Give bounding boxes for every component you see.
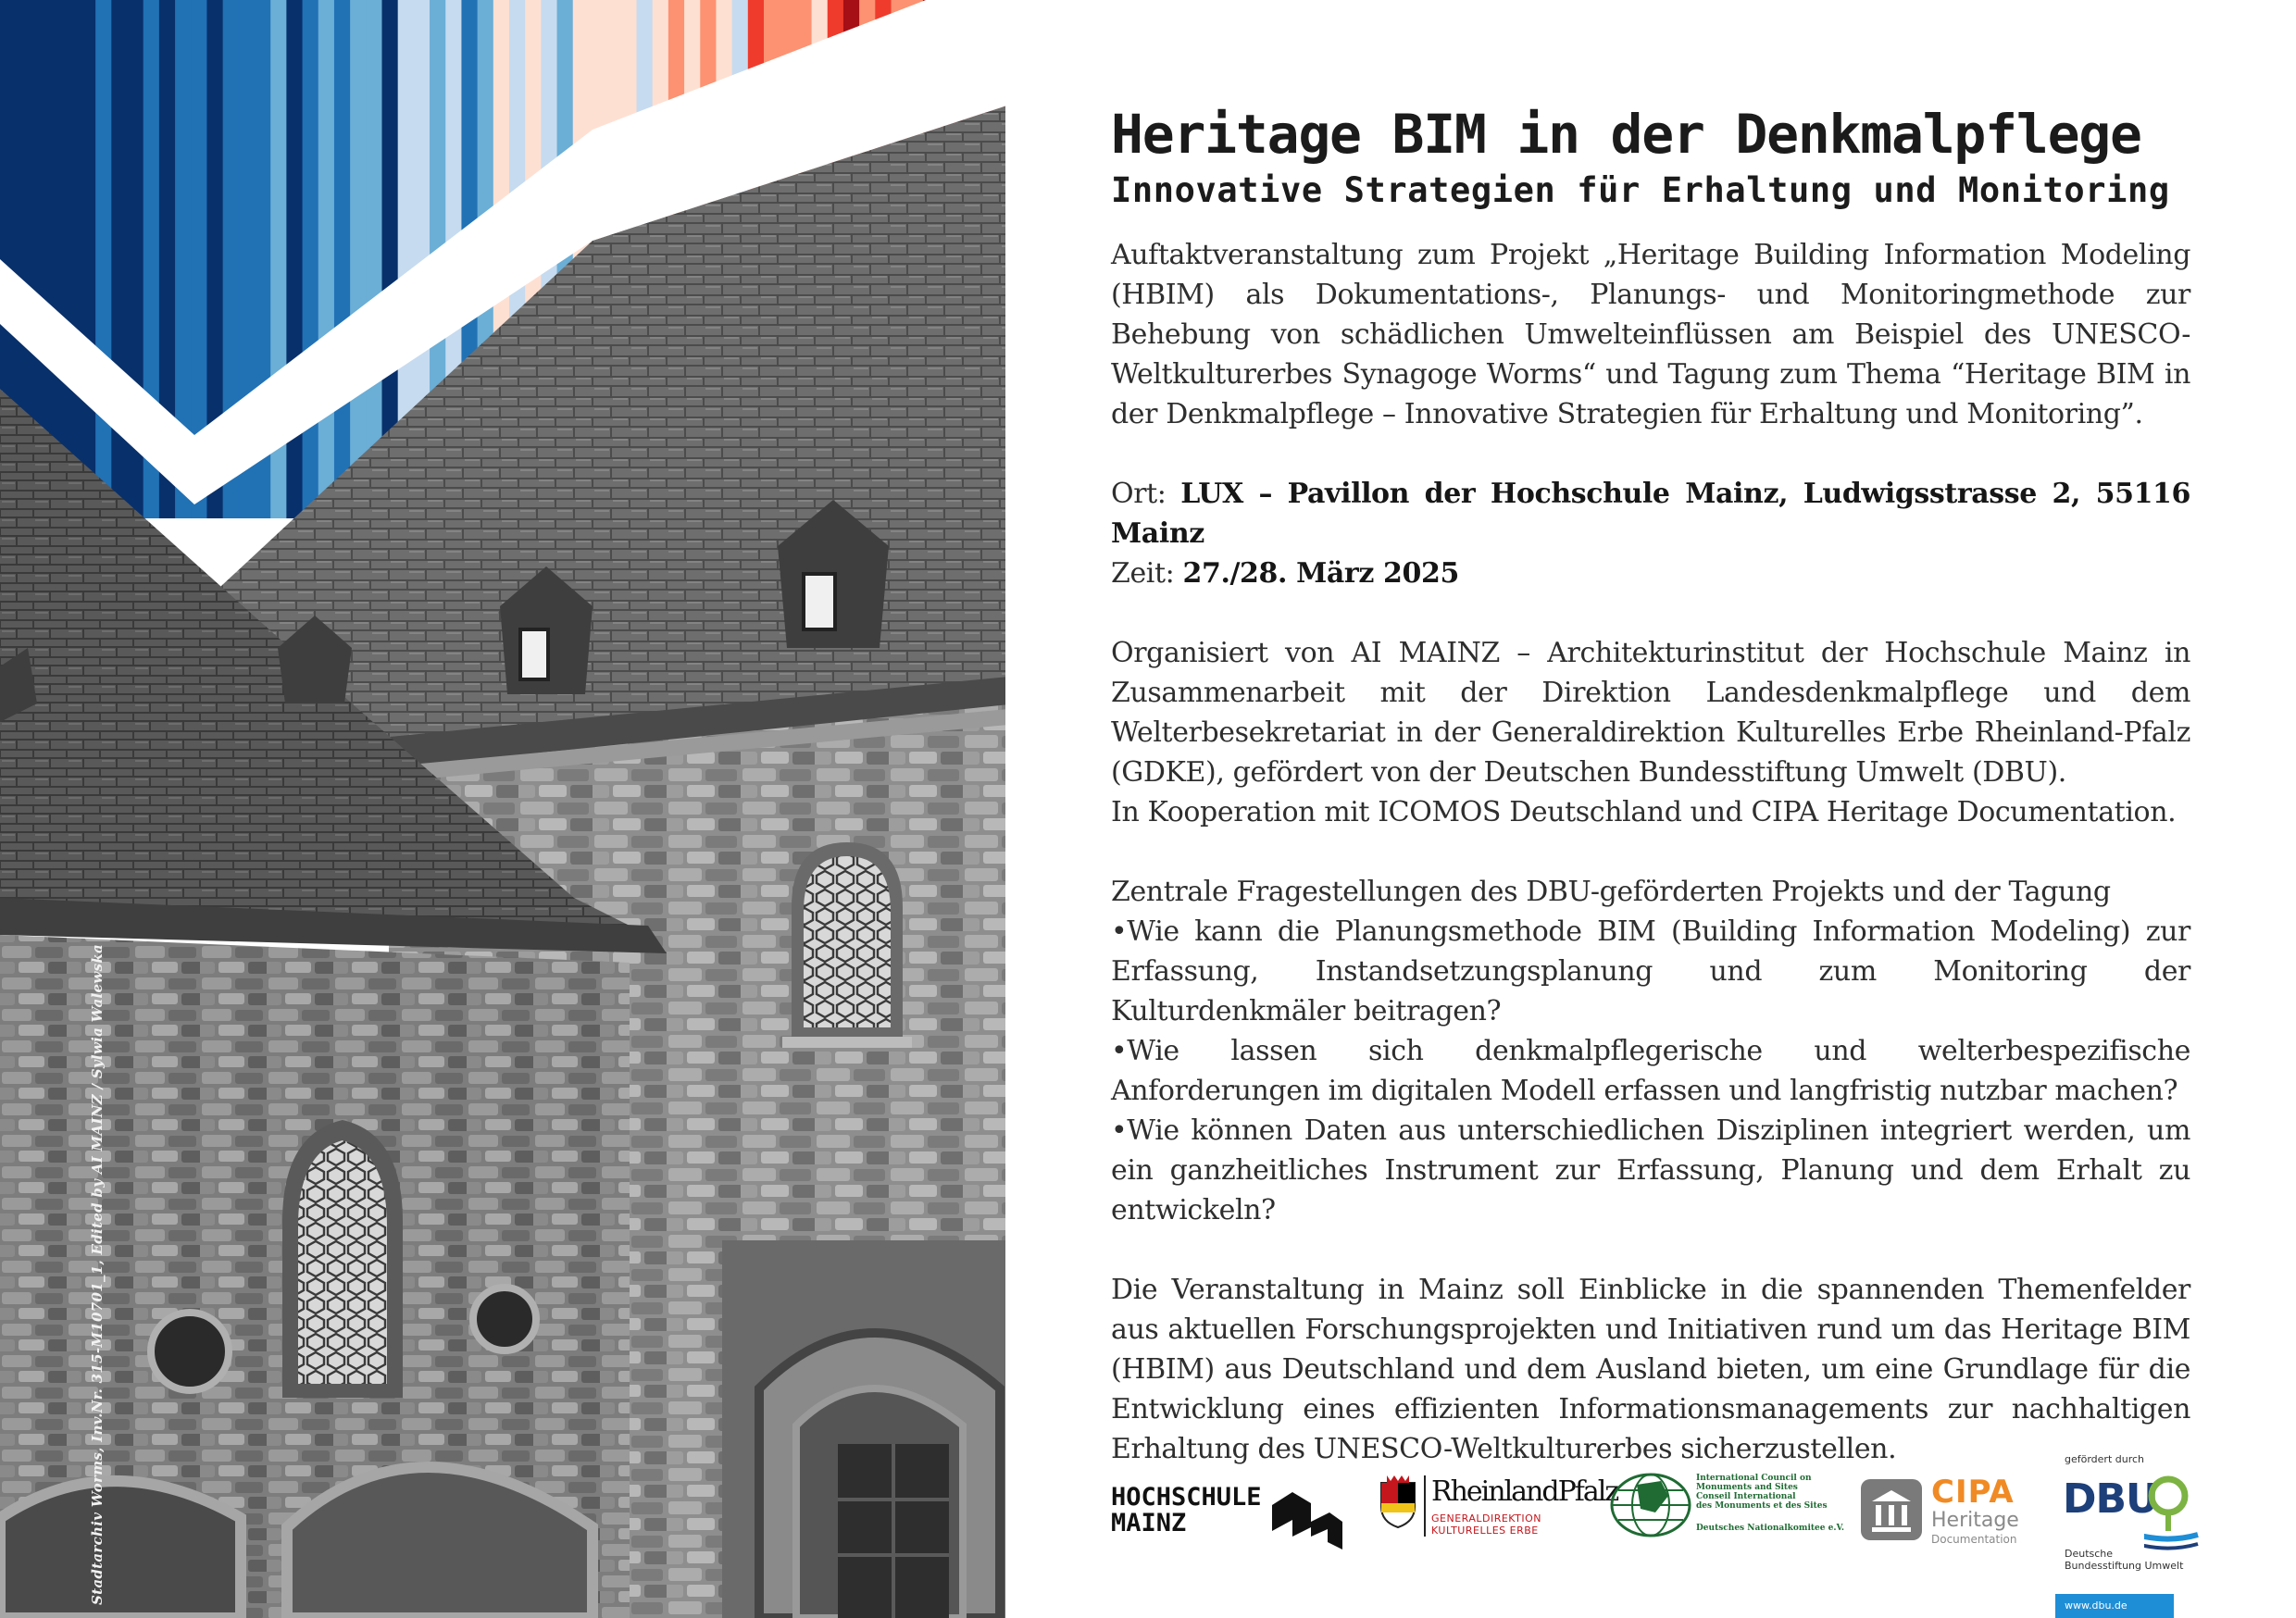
hochschule-mainz-logo: [1111, 1485, 1262, 1537]
hochschule-mainz-icon: [1270, 1485, 1344, 1550]
location-line: [1111, 474, 2190, 554]
organizer-paragraph: Organisiert von AI MAINZ – Architekturinstitut der Hochschule Mainz in Zusammenarbeit mit der Direktion Landesdenkmalpflege und dem Welterbesekretariat in der Generaldirektion Kulturelles Erbe Rheinland-Pfalz (GDKE), gefördert von der Deutschen Bundesstiftung Umwelt (DBU).: [1111, 637, 2190, 789]
rlp-subtitle: GENERALDIREKTION KULTURELLES ERBE: [1431, 1512, 1542, 1537]
dbu-url: www.dbu.de: [2055, 1594, 2174, 1618]
cipa-documentation: Documentation: [1931, 1533, 2017, 1546]
location-value: LUX – Pavillon der Hochschule Mainz, Ludwigsstrasse 2, 55116 Mainz: [1111, 478, 2191, 550]
time-label: Zeit:: [1111, 557, 1175, 590]
question-item: •Wie lassen sich denkmalpflegerische und welterbespezifische Anforderungen im digitalen Modell erfassen und langfristig nutzbar machen?: [1111, 1035, 2190, 1107]
hochschule-mainz-wordmark: HOCHSCHULE MAINZ: [1111, 1483, 1262, 1537]
rlp-wordmark: RheinlandPfalz: [1431, 1475, 1618, 1508]
rheinland-pfalz-logo: [1378, 1472, 1618, 1546]
location-label: Ort:: [1111, 478, 1167, 510]
cipa-wordmark: CIPA: [1931, 1474, 2015, 1511]
questions-heading: Zentrale Fragestellungen des DBU-geförderten Projekts und der Tagung: [1111, 876, 2111, 908]
question-item: •Wie können Daten aus unterschiedlichen Disziplinen integriert werden, um ein ganzheitliches Instrument zur Erfassung, Planung und dem Erhalt zu entwickeln?: [1111, 1114, 2190, 1226]
dbu-logo: [2055, 1453, 2203, 1618]
time-value: 27./28. März 2025: [1182, 557, 1459, 590]
icomos-wordmark: International Council on Monuments and Sites Conseil International des Monuments et des Sites: [1696, 1474, 1828, 1511]
icomos-committee: Deutsches Nationalkomitee e.V.: [1696, 1524, 1845, 1533]
dbu-wordmark: DBU: [2063, 1475, 2158, 1523]
synagogue-photo: [0, 0, 1018, 1618]
poster-title: Heritage BIM in der Denkmalpflege: [1111, 103, 2141, 166]
dbu-funded-by: gefördert durch: [2065, 1453, 2145, 1465]
icomos-logo: [1609, 1472, 1845, 1546]
time-line: [1111, 554, 2190, 593]
cover-image-panel: [0, 0, 1018, 1618]
intro-paragraph: Auftaktveranstaltung zum Projekt „Heritage Building Information Modeling (HBIM) als Dokumentations-, Planungs- und Monitoringmethode zur Behebung von schädlichen Umwelteinflüssen am Beispiel des UNESCO-Weltkulturerbes Synagoge Worms“ und Tagung zum Thema “Heritage BIM in der Denkmalpflege – Innovative Strategien für Erhaltung und Monitoring”.: [1111, 239, 2190, 430]
cipa-heritage: Heritage: [1931, 1509, 2019, 1532]
photo-credit: Stadtarchiv Worms, Inv.Nr. 315-M10701_1, Edited by AI MAINZ / Sylwia Walewska: [89, 943, 106, 1605]
cipa-temple-icon: [1859, 1477, 1924, 1542]
icomos-globe-icon: [1609, 1472, 1692, 1538]
question-item: •Wie kann die Planungsmethode BIM (Building Information Modeling) zur Erfassung, Instandsetzungsplanung und zum Monitoring der Kulturdenkmäler beitragen?: [1111, 915, 2190, 1027]
cooperation-line: In Kooperation mit ICOMOS Deutschland und CIPA Heritage Documentation.: [1111, 796, 2177, 828]
partner-logos: [1111, 1453, 2203, 1618]
poster-text: [1111, 102, 2190, 1469]
dbu-leaf-icon: [2144, 1470, 2200, 1559]
dbu-fullname: Deutsche Bundesstiftung Umwelt: [2065, 1548, 2184, 1572]
rlp-coat-of-arms-icon: [1378, 1474, 1418, 1529]
poster-subtitle: Innovative Strategien für Erhaltung und Monitoring: [1111, 170, 2170, 210]
closing-paragraph: Die Veranstaltung in Mainz soll Einblicke in die spannenden Themenfelder aus aktuellen Forschungsprojekten und Initiativen rund um das Heritage BIM (HBIM) aus Deutschland und dem Ausland bieten, um eine Grundlage für die Entwicklung eines effizienten Informationsmanagements zur nachhaltigen Erhaltung des UNESCO-Weltkulturerbes sicherzustellen.: [1111, 1274, 2190, 1465]
cipa-logo: [1859, 1474, 2035, 1551]
